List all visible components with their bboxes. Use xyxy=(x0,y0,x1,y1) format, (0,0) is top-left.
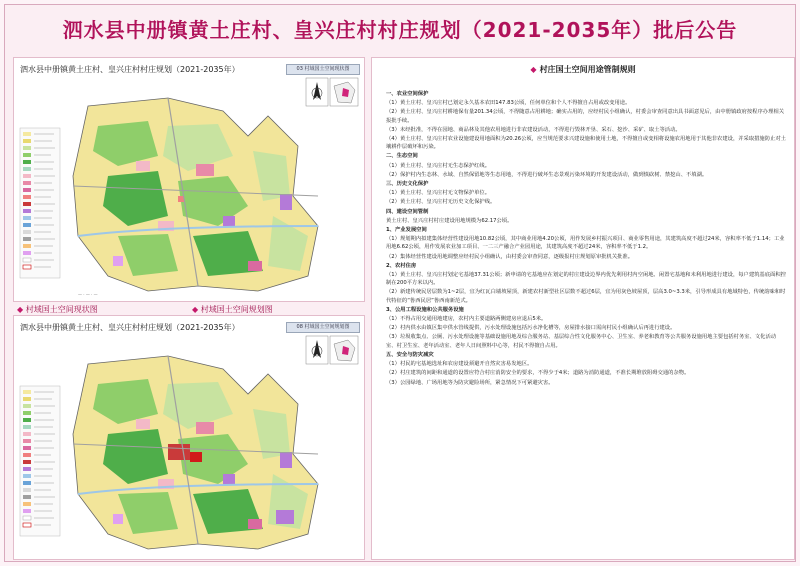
rules-title xyxy=(372,64,794,75)
map-number-tag: 03 村域国土空间现状图 xyxy=(286,64,360,75)
rules-paragraph: 黄土庄村、皇兴庄村村庄建设用地规模为62.17公顷。 xyxy=(386,217,513,224)
map2-caption xyxy=(192,304,273,315)
rules-paragraph: （2）村庄建筑的间距和通道的设置应符合村庄消防安全的要求，不得少于4米；道路为消防通道，不准长期堆放阻碍交通的杂物。 xyxy=(386,370,690,377)
bullet-icon: ◆ xyxy=(530,65,537,74)
rules-paragraph: （2）黄土庄村、皇兴庄村耕地保有量201.34公顷，不得随意占用耕地；确实占用的，应经村民小组确认，村委会审查同意出具书面意见后，由中册镇政府按程序办理相关报批手续。 xyxy=(386,109,784,124)
rules-paragraph: （1）村民的宅基地选址和农房建设须避开自然灾害易发地区。 xyxy=(386,361,533,368)
rules-paragraph: （2）村内供水由镇区集中供水管线提供，污水处理设施包括污水净化槽等，房屋排水接口需向村民小组确认后再进行建设。 xyxy=(386,325,676,332)
map2-caption-text: 村域国土空间规划图 xyxy=(200,305,273,314)
rules-paragraph: （4）黄土庄村、皇兴庄村农业设施建设用地面积为20.26公顷，应当规范要求兴建设施和使用土地，不得擅自或变相将设施农用地用于其他非农建设，并采取措施防止对土壤耕作层破坏和污染。 xyxy=(386,136,786,151)
land-use-area xyxy=(73,98,318,291)
rules-paragraph: （2）集体经营性建设用地调整应经村民小组确认，由村委会审查同意，逐级报村庄规划原审批机关批准。 xyxy=(386,253,634,260)
rules-paragraph: （3）垃圾收集点、公厕、污水处理设施等基础设施用地及综合服务站、基层综合性文化服务中心、卫生室、养老和教育等公共服务设施用地主要包括村务室、文化活动室、村卫生室、老年活动室、老年人日间照料中心等，村民不得擅自占用。 xyxy=(386,334,777,349)
notice-board xyxy=(4,4,796,562)
page-title: 泗水县中册镇黄土庄村、皇兴庄村村庄规划（2021-2035年）批后公告 xyxy=(62,18,738,42)
rules-paragraph: （1）黄土庄村、皇兴庄村划定宅基地37.31公顷；新申请的宅基地应在划定的村庄建设边界内优先利用村内空闲地、闲置宅基地和未利用地进行建设，每户建筑基底面积控制在200平方米以内。 xyxy=(386,272,786,287)
north-arrow-icon xyxy=(306,336,328,364)
rules-section-heading: 三、历史文化保护 xyxy=(386,181,429,188)
rules-section-heading: 3、公用工程设施和公共服务设施 xyxy=(386,306,464,313)
planning-map xyxy=(18,334,360,556)
rules-paragraph: （2）保护村内生态林、水域、自然保留地等生态用地，不得进行破坏生态景观污染环境的开发建设活动，做到慎砍树、禁挖山、不填湖。 xyxy=(386,171,708,178)
rules-paragraph: （1）规划期内拟建集体经营性建设用地10.82公顷，其中商业用地4.20公顷，用作发展乡村振兴项目、商业零售用途，其建筑高度不超过24米，容积率不低于1.14；工业用地6.62公顷，用作发展农业加工项目、一二三产融合产业园用途，其建筑高度不超过24米，容积率不低于1.2。 xyxy=(386,236,785,251)
header xyxy=(5,5,795,47)
rules-paragraph: （1）不得占用交通用地建房，农村内主要道路两侧建房应退后5米。 xyxy=(386,316,547,323)
rules-paragraph: （3）公园绿地、广场用地等为防灾避险场所，紧急情况下可紧避灾害。 xyxy=(386,379,554,386)
rules-paragraph: （1）黄土庄村、皇兴庄村无文物保护单位。 xyxy=(386,190,491,197)
rules-paragraph: （2）黄土庄村、皇兴庄村无历史文化保护线。 xyxy=(386,199,496,206)
map1-caption-text: 村域国土空间现状图 xyxy=(25,305,98,314)
map-number-tag: 08 村域国土空间规划图 xyxy=(286,322,360,333)
rules-title-text: 村庄国土空间用途管制规则 xyxy=(539,65,636,74)
map-title: 泗水县中册镇黄土庄村、皇兴庄村村庄规划（2021-2035年） xyxy=(20,65,240,74)
rules-paragraph: （1）黄土庄村、皇兴庄村已划定永久基本农田147.83公顷，任何单位和个人不得擅自占用或改变用途。 xyxy=(386,100,631,107)
rules-section-heading: 2、农村住房 xyxy=(386,262,417,269)
current-status-map xyxy=(18,76,360,298)
rules-panel xyxy=(371,57,795,560)
north-arrow-icon xyxy=(306,78,328,106)
rules-section-heading: 二、生态空间 xyxy=(386,153,418,160)
rules-section-heading: 一、农业空间保护 xyxy=(386,91,429,97)
map-title: 泗水县中册镇黄土庄村、皇兴庄村村庄规划（2021-2035年） xyxy=(20,323,240,332)
rules-section-heading: 四、建设空间管制 xyxy=(386,208,429,215)
land-use-area xyxy=(73,356,318,549)
bullet-icon: ◆ xyxy=(192,305,199,314)
rules-section-heading: 1、产业发展空间 xyxy=(386,227,427,234)
map-legend xyxy=(20,386,60,536)
rules-body xyxy=(386,90,786,388)
rules-section-heading: 五、安全与防灾减灾 xyxy=(386,351,434,358)
svg-text:— · — · —: — · — · — xyxy=(78,292,98,297)
location-inset-map xyxy=(330,78,358,106)
bullet-icon: ◆ xyxy=(17,305,24,314)
current-status-map-panel xyxy=(13,57,365,302)
rules-paragraph: （2）新建传统民居层数为1~2层，宜为红瓦白墙坡屋顶，新建农村新型社区层数不超过6层，宜为用灰色坡屋顶，层高3.0~3.3米，引导形成具有地域特色，传统韵味和时代特征的“鲁西民居”鲁西南新范式。 xyxy=(386,289,786,304)
rules-paragraph: （3）未经批准，不得在园地、商品林及其他农用地进行非农建设活动，不得进行毁林开垦、采石、挖沙、采矿、取土等活动。 xyxy=(386,126,681,133)
planning-map-panel xyxy=(13,315,365,560)
map1-caption xyxy=(17,304,98,315)
location-inset-map xyxy=(330,336,358,364)
rules-paragraph: （1）黄土庄村、皇兴庄村无生态保护红线。 xyxy=(386,162,491,169)
map-legend xyxy=(20,128,60,278)
